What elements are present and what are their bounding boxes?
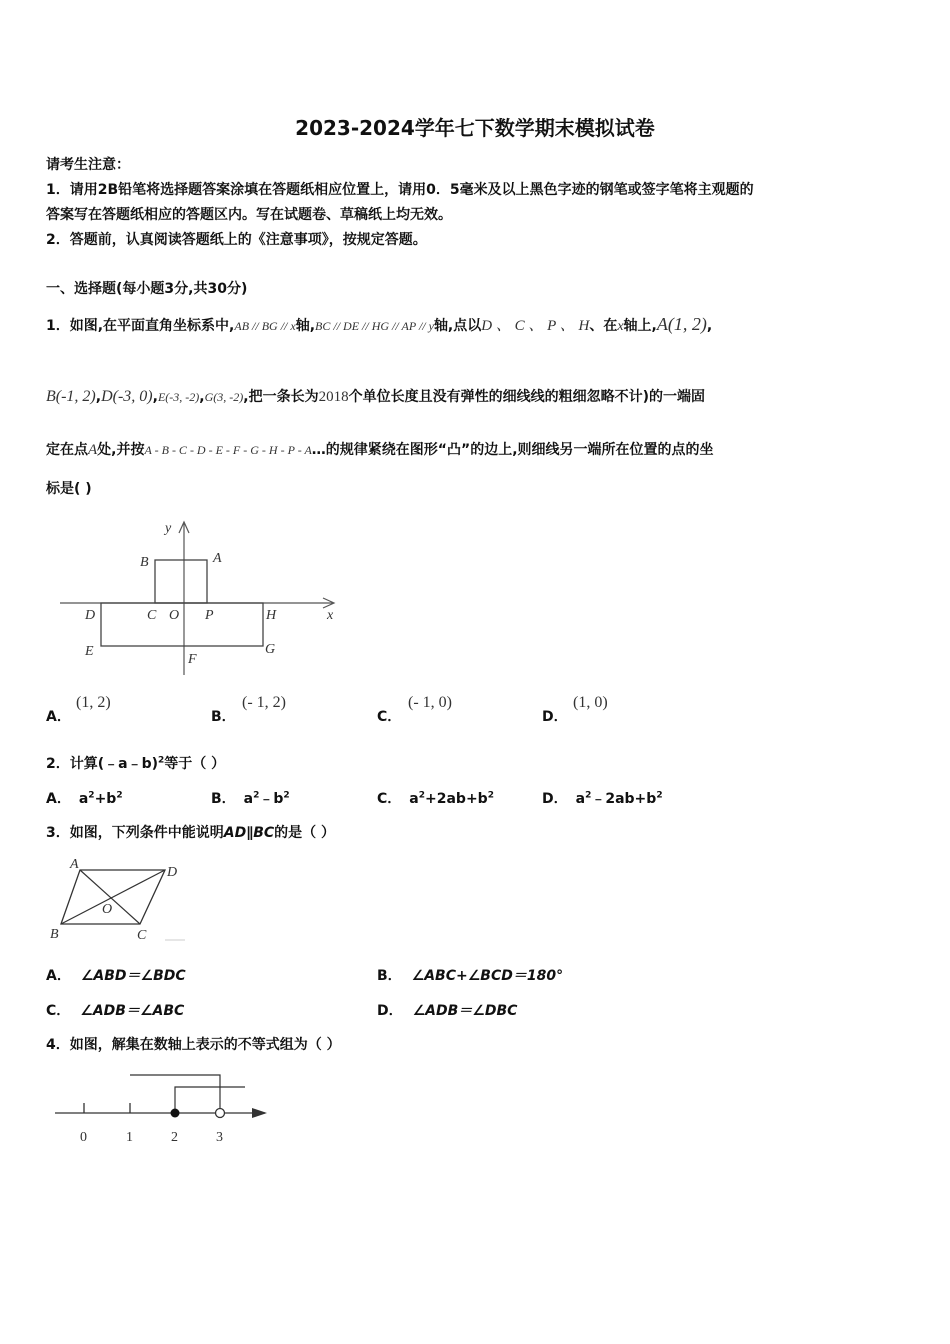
q1-math: G(3, -2) (204, 390, 244, 404)
label-C: C (137, 928, 147, 943)
label-O: O (169, 608, 180, 623)
q1-text: 处,并按 (97, 442, 145, 458)
q1-text: 定在点 (46, 442, 88, 458)
option-sup: 2 (487, 790, 494, 801)
q1-math: BC // DE // HG // AP // y (315, 319, 434, 333)
option-letter: C． (377, 791, 402, 807)
q1-option-c-value: (- 1, 0) (408, 694, 452, 711)
label-y: y (165, 521, 172, 536)
q1-math: B(-1, 2) (46, 388, 96, 405)
option-sup: 2 (116, 790, 123, 801)
q1-math: E(-3, -2) (157, 390, 200, 404)
q1-text: 轴上, (623, 318, 657, 334)
option-letter: D． (377, 1003, 403, 1019)
q2-option-d (542, 788, 663, 808)
option-term: +2ab+b (425, 791, 488, 807)
q1-text: 1．如图,在平面直角坐标系中, (46, 318, 235, 334)
option-sup: 2 (283, 790, 290, 801)
q1-text: 轴,点以 (433, 318, 482, 334)
label-D: D (85, 608, 96, 623)
q3-stem (46, 822, 335, 842)
q1-text: …的规律紧绕在图形“凸”的边上,则细线另一端所在位置的点的坐 (311, 442, 714, 458)
q1-option-a-value: (1, 2) (76, 694, 111, 711)
q1-option-b-letter: B． (211, 709, 236, 725)
label-F: F (188, 652, 197, 667)
option-sup: 2 (585, 790, 592, 801)
label-A: A (70, 857, 79, 872)
q1-option-d-value: (1, 0) (573, 694, 608, 711)
option-value: ∠ABC+∠BCD＝180° (411, 968, 564, 984)
option-letter: B． (377, 968, 402, 984)
q1-text: , (706, 318, 713, 334)
option-term: +b (94, 791, 117, 807)
q1-line-4: 标是( ) (46, 481, 92, 497)
q3-option-b (377, 965, 563, 985)
option-sup: 2 (656, 790, 663, 801)
tick-label-0: 0 (80, 1130, 87, 1145)
label-P: P (205, 608, 214, 623)
tick-label-3: 3 (216, 1130, 223, 1145)
label-G: G (265, 642, 276, 657)
label-A: A (213, 551, 222, 566)
q3-option-d (377, 1000, 517, 1020)
q2-stem-end: 等于（ ） (164, 756, 226, 772)
q4-number-line (50, 1065, 275, 1150)
q1-option-b-value: (- 1, 2) (242, 694, 286, 711)
q2-option-b (211, 788, 290, 808)
q3-figure (45, 852, 195, 947)
q4-stem: 4．如图，解集在数轴上表示的不等式组为（ ） (46, 1037, 341, 1053)
q1-math: 2018 (318, 389, 349, 405)
q1-line-2 (46, 386, 705, 406)
option-sup: 2 (253, 790, 260, 801)
option-value: ∠ABD＝∠BDC (80, 968, 186, 984)
q1-text: , (199, 389, 205, 405)
q3-stem-text: 3．如图，下列条件中能说明 (46, 825, 224, 841)
closed-point-2 (171, 1109, 180, 1118)
q1-text: 轴, (295, 318, 316, 334)
label-B: B (50, 927, 59, 942)
q3-stem-math: AD∥BC (223, 825, 275, 841)
q1-math: A (88, 442, 98, 458)
tick-label-1: 1 (126, 1130, 133, 1145)
label-E: E (85, 644, 94, 659)
label-C: C (147, 608, 157, 623)
upper-rectangle (155, 560, 207, 603)
section-heading: 一、选择题(每小题3分,共30分) (46, 281, 248, 297)
q1-math: x (617, 319, 624, 334)
option-letter: A． (46, 968, 71, 984)
option-letter: D． (542, 791, 568, 807)
lower-rectangle (101, 603, 263, 646)
q1-line-1 (46, 314, 712, 335)
label-B: B (140, 555, 149, 570)
option-letter: B． (211, 791, 236, 807)
option-value: ∠ADB＝∠ABC (80, 1003, 185, 1019)
q1-text: , (95, 389, 102, 405)
q1-math: D 、 C 、 P 、 H (481, 318, 590, 334)
option-sup: 2 (88, 790, 95, 801)
option-term: ﹣b (259, 791, 284, 807)
option-term: a (575, 791, 586, 807)
number-line-arrow (252, 1108, 267, 1118)
q1-option-a-letter: A． (46, 709, 71, 725)
q1-figure (55, 515, 355, 680)
option-term: a (409, 791, 419, 807)
label-x: x (327, 608, 334, 623)
q1-math: D(-3, 0) (101, 388, 153, 405)
q3-stem-end: 的是（ ） (274, 825, 336, 841)
q3-option-c (46, 1000, 184, 1020)
q1-option-c-letter: C． (377, 709, 402, 725)
option-sup: 2 (418, 790, 425, 801)
q1-math: AB // BG // x (234, 319, 296, 333)
option-term: a (78, 791, 89, 807)
notice-line-1: 1．请用2B铅笔将选择题答案涂填在答题纸相应位置上，请用0．5毫米及以上黑色字迹的钢笔或签字笔将主观题的 (46, 182, 754, 198)
option-term: ﹣2ab+b (591, 791, 657, 807)
q2-option-c (377, 788, 494, 808)
q1-math: A - B - C - D - E - F - G - H - P - A (144, 443, 312, 457)
page-title: 2023-2024学年七下数学期末模拟试卷 (295, 116, 655, 140)
q2-stem (46, 753, 225, 773)
option-term: a (243, 791, 254, 807)
q1-text: ,把一条长为 (243, 389, 319, 405)
q1-line-3 (46, 439, 714, 459)
notice-line-3: 2．答题前，认真阅读答题纸上的《注意事项》，按规定答题。 (46, 232, 427, 248)
notice-heading: 请考生注意： (46, 157, 130, 173)
option-letter: A． (46, 791, 71, 807)
q2-option-a (46, 788, 123, 808)
label-D: D (167, 865, 178, 880)
open-point-3 (216, 1109, 225, 1118)
q1-text: 、在 (589, 318, 618, 334)
q2-stem-sup: 2 (158, 755, 165, 766)
q1-text: , (152, 389, 158, 405)
q3-option-a (46, 965, 186, 985)
range-greater-equal-2 (175, 1087, 245, 1113)
q1-text: 个单位长度且没有弹性的细线线的粗细忽略不计)的一端固 (348, 389, 706, 405)
tick-label-2: 2 (171, 1130, 178, 1145)
option-value: ∠ADB＝∠DBC (412, 1003, 518, 1019)
notice-line-2: 答案写在答题纸相应的答题区内。写在试题卷、草稿纸上均无效。 (46, 207, 452, 223)
q1-option-d-letter: D． (542, 709, 568, 725)
label-O: O (102, 902, 113, 917)
q1-math: A(1, 2) (656, 314, 707, 334)
option-letter: C． (46, 1003, 71, 1019)
label-H: H (266, 608, 277, 623)
q2-stem-text: 2．计算(﹣a﹣b) (46, 756, 159, 772)
